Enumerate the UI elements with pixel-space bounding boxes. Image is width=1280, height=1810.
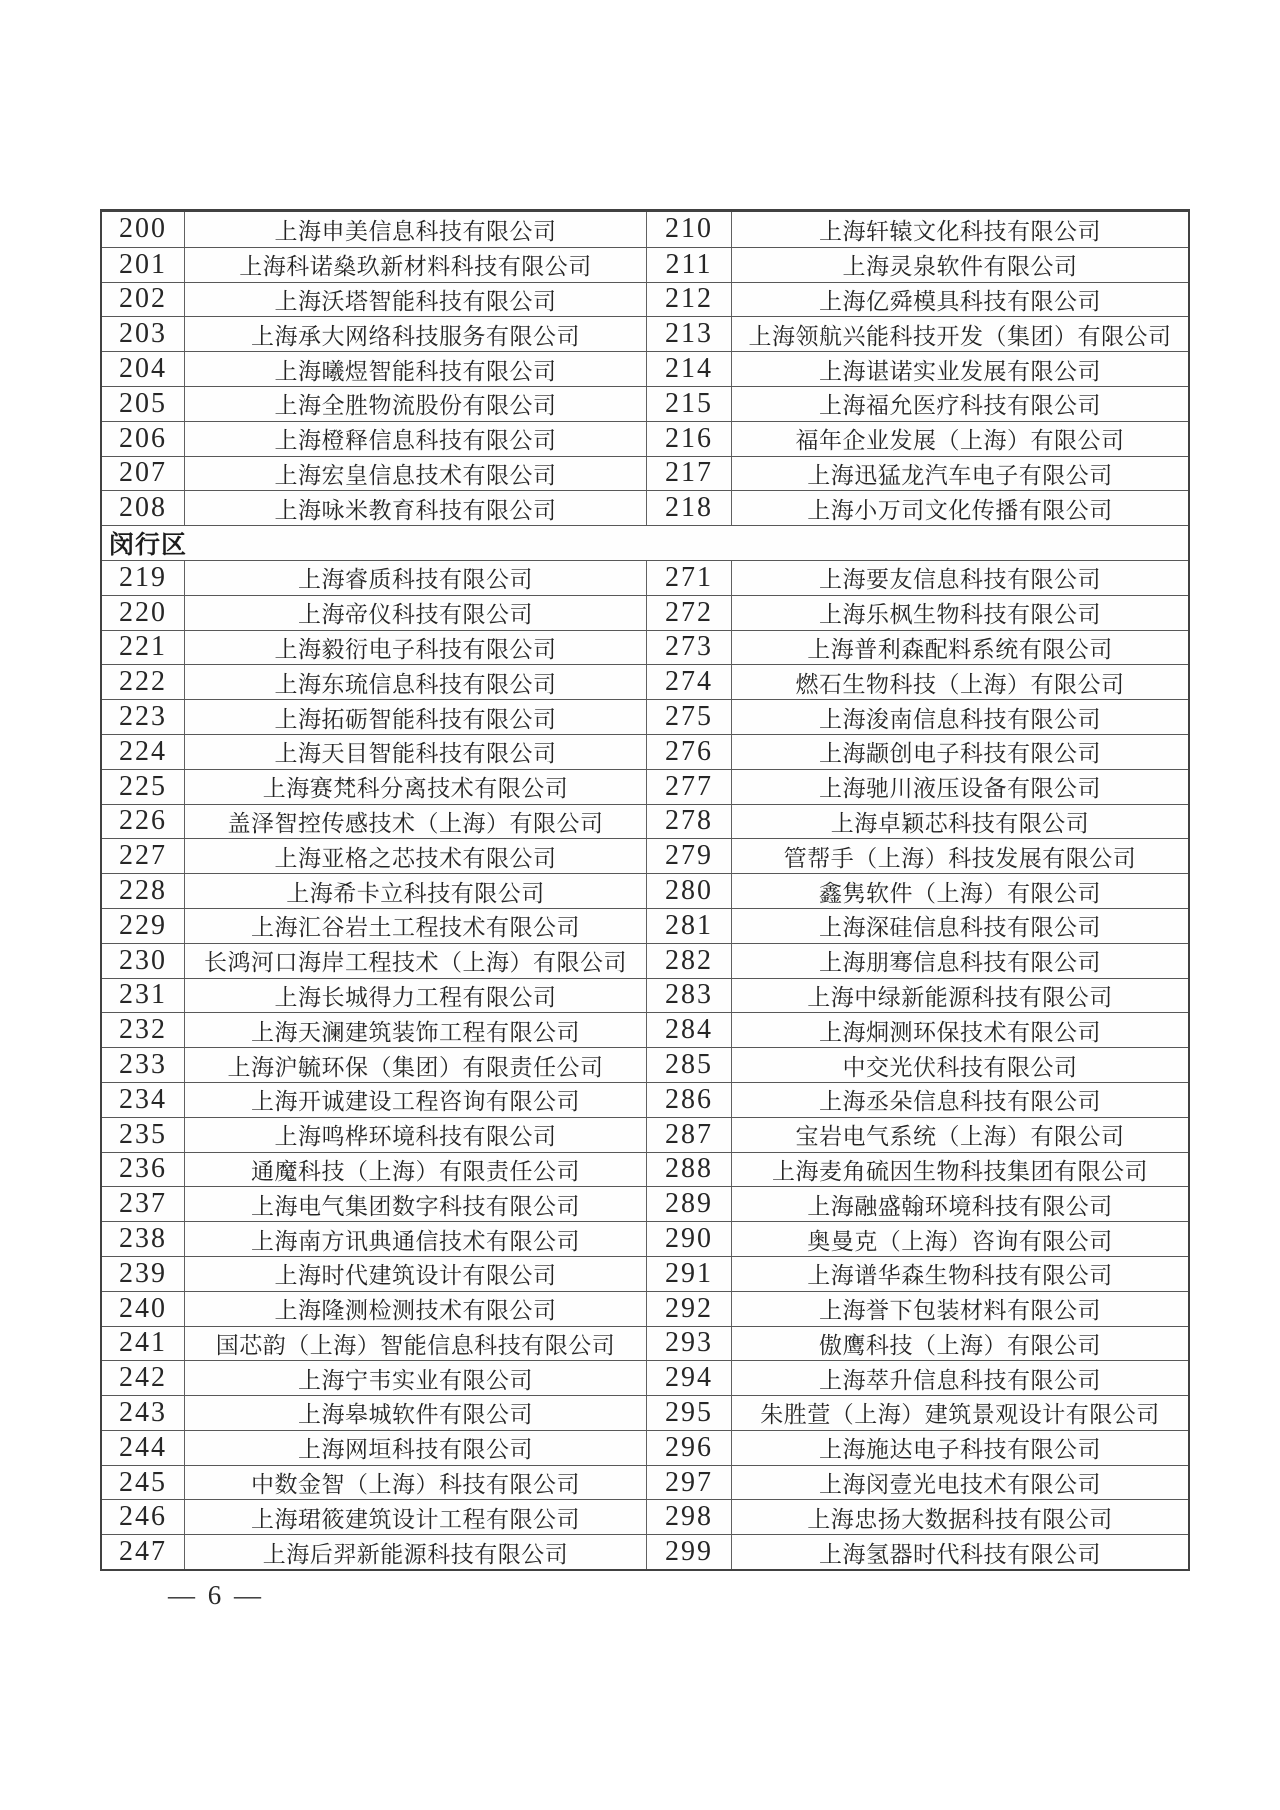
row-number-left: 219 [119,561,167,593]
row-number-right: 286 [646,1083,731,1117]
row-number-right: 284 [646,1013,731,1047]
company-name-right: 福年企业发展（上海）有限公司 [731,422,1188,456]
row-number-left: 235 [119,1118,167,1150]
row-number-right: 214 [646,352,731,386]
company-name-right: 上海萃升信息科技有限公司 [731,1361,1188,1395]
row-number-right: 298 [646,1500,731,1534]
row-number-right: 212 [646,283,731,317]
table-row [102,1465,1188,1500]
row-number-left: 233 [119,1049,167,1081]
row-number-right: 211 [646,248,731,282]
company-name-right: 上海中绿新能源科技有限公司 [731,979,1188,1013]
row-number-right: 283 [646,979,731,1013]
company-name-right: 上海融盛翰环境科技有限公司 [731,1187,1188,1221]
company-name-right: 上海轩辕文化科技有限公司 [731,212,1188,247]
row-number-right: 210 [646,212,731,247]
row-number-left: 206 [119,422,167,454]
table-row [102,1186,1188,1221]
company-name-left: 上海长城得力工程有限公司 [184,979,646,1013]
row-number-right: 289 [646,1187,731,1221]
row-number-right: 213 [646,317,731,351]
row-number-left: 238 [119,1223,167,1254]
row-number-right: 288 [646,1153,731,1187]
table-row [102,1221,1188,1256]
company-name-right: 上海忠扬大数据科技有限公司 [731,1500,1188,1534]
company-name-right: 上海朋骞信息科技有限公司 [731,944,1188,978]
row-number-left: 221 [119,631,167,663]
company-name-left: 上海皋城软件有限公司 [184,1396,646,1430]
company-name-right: 上海卓颖芯科技有限公司 [731,805,1188,839]
section-header-row [102,525,1188,560]
company-name-left: 上海沃塔智能科技有限公司 [184,283,646,317]
company-name-left: 长鸿河口海岸工程技术（上海）有限公司 [184,944,646,978]
company-name-right: 上海普利森配料系统有限公司 [731,631,1188,665]
company-name-left: 上海咏米教育科技有限公司 [184,491,646,525]
company-name-right: 上海烔测环保技术有限公司 [731,1013,1188,1047]
row-number-left: 208 [119,492,167,524]
table-row [102,1117,1188,1152]
table-row [102,421,1188,456]
table-row [102,734,1188,769]
row-number-left: 240 [119,1292,167,1324]
company-name-left: 上海网垣科技有限公司 [184,1431,646,1465]
company-name-left: 上海隆测检测技术有限公司 [184,1292,646,1326]
row-number-right: 273 [646,631,731,665]
table-row [102,769,1188,804]
row-number-right: 290 [646,1222,731,1256]
company-name-left: 上海睿质科技有限公司 [184,561,646,595]
company-name-left: 上海申美信息科技有限公司 [184,212,646,247]
row-number-right: 287 [646,1118,731,1152]
row-number-right: 279 [646,839,731,873]
row-number-right: 295 [646,1396,731,1430]
row-number-right: 294 [646,1361,731,1395]
company-name-right: 鑫隽软件（上海）有限公司 [731,874,1188,908]
company-name-left: 上海希卡立科技有限公司 [184,874,646,908]
table-row [102,1360,1188,1395]
company-name-right: 宝岩电气系统（上海）有限公司 [731,1118,1188,1152]
company-name-left: 上海毅衍电子科技有限公司 [184,631,646,665]
company-name-left: 上海亚格之芯技术有限公司 [184,839,646,873]
company-name-right: 管帮手（上海）科技发展有限公司 [731,839,1188,873]
row-number-left: 242 [119,1362,167,1394]
row-number-left: 203 [119,318,167,350]
row-number-left: 202 [119,283,167,315]
table-row [102,1047,1188,1082]
company-name-right: 上海要友信息科技有限公司 [731,561,1188,595]
row-number-left: 222 [119,666,167,698]
table-row [102,1256,1188,1291]
row-number-left: 229 [119,909,167,941]
company-name-left: 上海橙释信息科技有限公司 [184,422,646,456]
company-name-left: 上海电气集团数字科技有限公司 [184,1187,646,1221]
table-row [102,595,1188,630]
company-name-right: 朱胜萱（上海）建筑景观设计有限公司 [731,1396,1188,1430]
company-name-left: 上海承大网络科技服务有限公司 [184,317,646,351]
row-number-left: 220 [119,596,167,628]
table-row [102,1012,1188,1047]
table-row [102,316,1188,351]
row-number-left: 231 [119,979,167,1011]
company-name-right: 上海谌诺实业发展有限公司 [731,352,1188,386]
table-row [102,943,1188,978]
row-number-left: 224 [119,735,167,767]
row-number-right: 216 [646,422,731,456]
row-number-left: 232 [119,1014,167,1046]
company-name-left: 上海曦煜智能科技有限公司 [184,352,646,386]
table-row [102,282,1188,317]
table-row [102,978,1188,1013]
company-name-right: 上海迅猛龙汽车电子有限公司 [731,457,1188,491]
row-number-right: 285 [646,1048,731,1082]
table-row [102,908,1188,943]
table-row [102,560,1188,595]
company-name-right: 上海领航兴能科技开发（集团）有限公司 [731,317,1188,351]
table-row [102,804,1188,839]
table-row [102,386,1188,421]
company-name-right: 上海丞朵信息科技有限公司 [731,1083,1188,1117]
company-name-right: 奥曼克（上海）咨询有限公司 [731,1222,1188,1256]
row-number-left: 234 [119,1083,167,1115]
company-name-right: 上海福允医疗科技有限公司 [731,387,1188,421]
table-row [102,1291,1188,1326]
row-number-left: 226 [119,805,167,837]
row-number-left: 246 [119,1501,167,1533]
company-name-left: 上海全胜物流股份有限公司 [184,387,646,421]
row-number-right: 297 [646,1466,731,1500]
company-name-right: 上海灵泉软件有限公司 [731,248,1188,282]
row-number-right: 280 [646,874,731,908]
table-row [102,873,1188,908]
company-name-right: 上海氢器时代科技有限公司 [731,1535,1188,1569]
company-name-right: 上海乐枫生物科技有限公司 [731,596,1188,630]
row-number-left: 241 [119,1327,167,1359]
row-number-right: 296 [646,1431,731,1465]
company-name-right: 上海谱华森生物科技有限公司 [731,1257,1188,1291]
row-number-left: 201 [119,248,167,280]
company-name-left: 盖泽智控传感技术（上海）有限公司 [184,805,646,839]
company-name-right: 上海闵壹光电技术有限公司 [731,1466,1188,1500]
row-number-right: 277 [646,770,731,804]
row-number-left: 245 [119,1466,167,1498]
company-name-left: 上海赛梵科分离技术有限公司 [184,770,646,804]
table-row [102,1534,1188,1569]
row-number-right: 271 [646,561,731,595]
table-row [102,1499,1188,1534]
row-number-right: 291 [646,1257,731,1291]
table-row [102,1326,1188,1361]
table-row [102,351,1188,386]
company-name-right: 中交光伏科技有限公司 [731,1048,1188,1082]
company-name-left: 上海宏皇信息技术有限公司 [184,457,646,491]
table-row [102,1395,1188,1430]
table-row [102,456,1188,491]
row-number-left: 227 [119,840,167,872]
company-name-left: 上海珺筱建筑设计工程有限公司 [184,1500,646,1534]
company-name-right: 上海施达电子科技有限公司 [731,1431,1188,1465]
row-number-left: 223 [119,701,167,733]
row-number-left: 237 [119,1188,167,1220]
row-number-right: 218 [646,491,731,525]
company-name-left: 上海东琉信息科技有限公司 [184,665,646,699]
company-name-left: 中数金智（上海）科技有限公司 [184,1466,646,1500]
district-section-header: 闵行区 [109,532,188,560]
company-name-right: 上海驰川液压设备有限公司 [731,770,1188,804]
company-name-right: 上海深硅信息科技有限公司 [731,909,1188,943]
company-name-right: 上海誉下包装材料有限公司 [731,1292,1188,1326]
page-number: — 6 — [168,1580,264,1610]
row-number-left: 243 [119,1396,167,1428]
table-row [102,247,1188,282]
row-number-right: 215 [646,387,731,421]
row-number-left: 239 [119,1257,167,1289]
row-number-right: 217 [646,457,731,491]
company-name-right: 上海浚南信息科技有限公司 [731,700,1188,734]
table-row [102,490,1188,525]
row-number-right: 278 [646,805,731,839]
row-number-right: 281 [646,909,731,943]
table-row [102,630,1188,665]
company-name-left: 上海科诺燊玖新材料科技有限公司 [184,248,646,282]
company-name-left: 通魔科技（上海）有限责任公司 [184,1153,646,1187]
table-row [102,838,1188,873]
row-number-left: 228 [119,875,167,907]
company-name-right: 燃石生物科技（上海）有限公司 [731,665,1188,699]
company-name-left: 上海宁韦实业有限公司 [184,1361,646,1395]
row-number-right: 293 [646,1327,731,1361]
company-table [100,209,1190,1571]
company-name-left: 上海汇谷岩土工程技术有限公司 [184,909,646,943]
row-number-left: 205 [119,387,167,419]
row-number-left: 244 [119,1431,167,1463]
company-name-left: 上海后羿新能源科技有限公司 [184,1535,646,1569]
company-name-left: 上海帝仪科技有限公司 [184,596,646,630]
row-number-right: 299 [646,1535,731,1569]
row-number-left: 236 [119,1153,167,1185]
row-number-left: 247 [119,1536,167,1568]
company-name-left: 上海开诚建设工程咨询有限公司 [184,1083,646,1117]
row-number-right: 282 [646,944,731,978]
row-number-left: 207 [119,457,167,489]
table-row [102,664,1188,699]
row-number-right: 275 [646,700,731,734]
company-name-left: 上海天目智能科技有限公司 [184,735,646,769]
company-name-left: 上海鸣桦环境科技有限公司 [184,1118,646,1152]
row-number-right: 276 [646,735,731,769]
company-name-left: 上海天澜建筑装饰工程有限公司 [184,1013,646,1047]
company-name-right: 上海麦角硫因生物科技集团有限公司 [731,1153,1188,1187]
company-name-right: 上海小万司文化传播有限公司 [731,491,1188,525]
company-name-right: 傲鹰科技（上海）有限公司 [731,1327,1188,1361]
row-number-left: 230 [119,944,167,976]
company-name-right: 上海亿舜模具科技有限公司 [731,283,1188,317]
table-row [102,212,1188,247]
row-number-left: 204 [119,353,167,385]
company-name-left: 上海拓砺智能科技有限公司 [184,700,646,734]
company-name-right: 上海颛创电子科技有限公司 [731,735,1188,769]
row-number-right: 274 [646,665,731,699]
row-number-left: 225 [119,770,167,802]
company-name-left: 上海时代建筑设计有限公司 [184,1257,646,1291]
row-number-right: 272 [646,596,731,630]
table-row [102,1152,1188,1187]
row-number-left: 200 [119,213,167,245]
company-name-left: 国芯韵（上海）智能信息科技有限公司 [184,1327,646,1361]
company-name-left: 上海沪毓环保（集团）有限责任公司 [184,1048,646,1082]
table-row [102,1082,1188,1117]
table-row [102,1430,1188,1465]
table-row [102,699,1188,734]
row-number-right: 292 [646,1292,731,1326]
company-name-left: 上海南方讯典通信技术有限公司 [184,1222,646,1256]
